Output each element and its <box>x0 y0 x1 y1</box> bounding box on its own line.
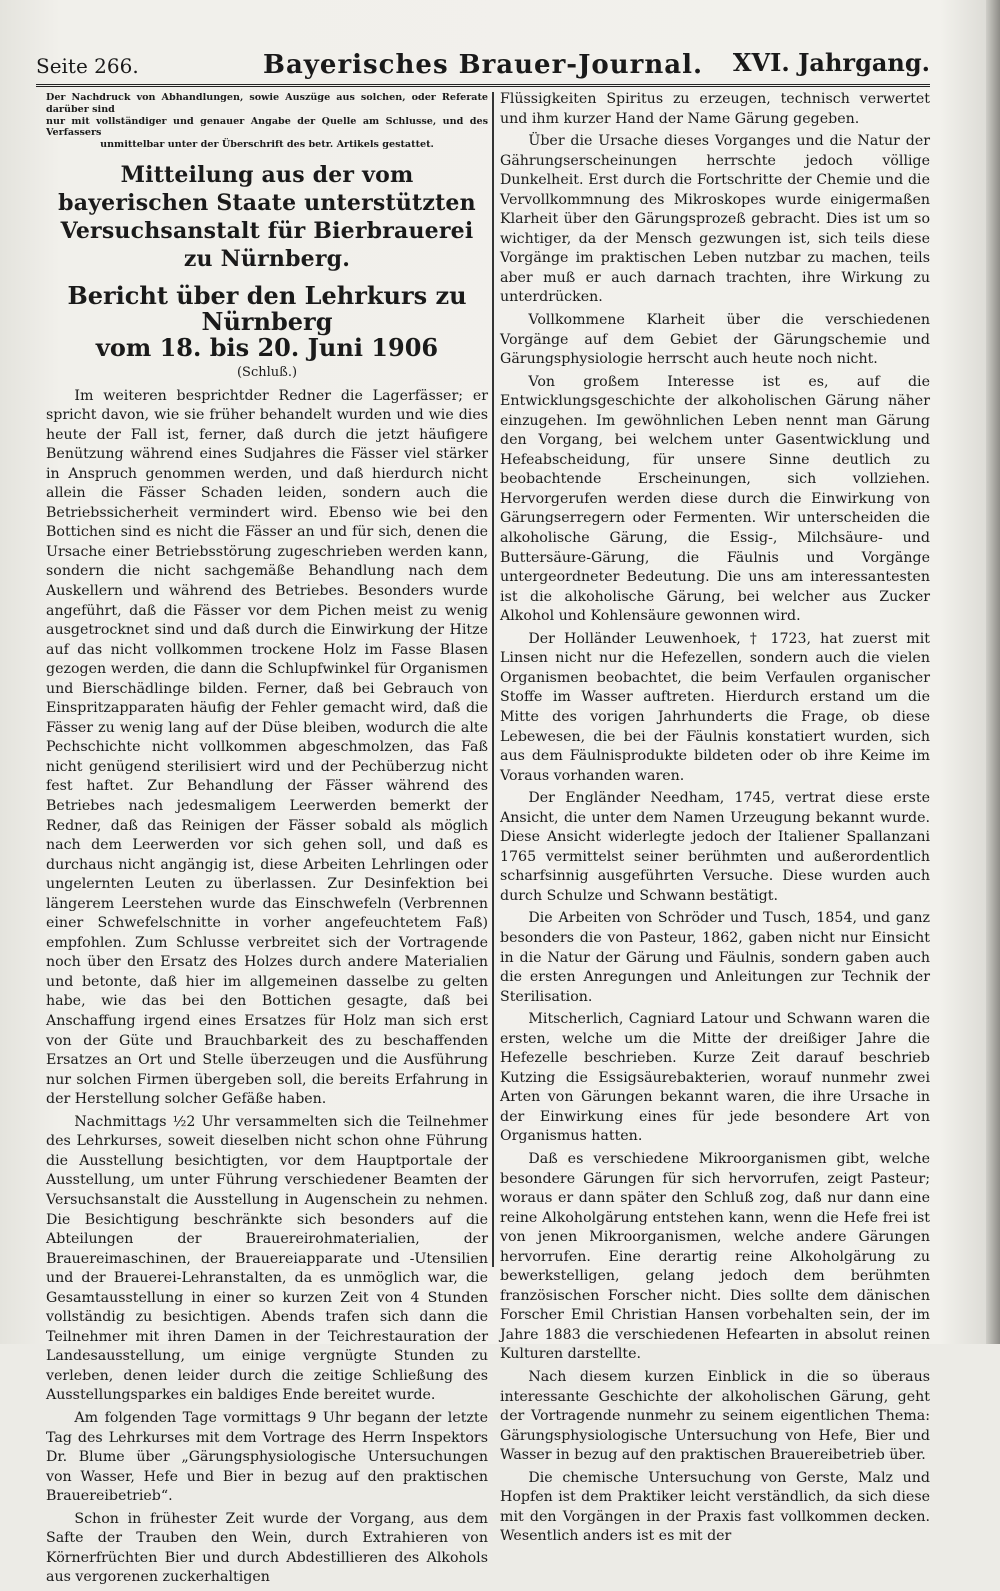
notice-line: nur mit vollständiger und genauer Angabe der Quelle am Schlusse, und des Verfassers <box>46 115 488 139</box>
report-subtitle: (Schluß.) <box>236 364 298 380</box>
paragraph: Nachmittags ½2 Uhr versammelten sich die Teilnehmer des Lehrkurses, soweit dieselben nicht schon ohne Führung die Ausstellung besichtigten, vor dem Hauptportale der Ausstellung, um unter Führung verschiedener Beamten der Versuchsanstalt die Ausstellung in Augenschein zu nehmen. Die Besichtigung beschränkte sich besonders auf die Abteilungen der Brauereirohmaterialien, der Brauereimaschinen, der Brauereiapparate und -Utensilien und der Brauerei-Lehranstalten, da es unmöglich war, die Gesamtausstellung in einer so kurzen Zeit von 4 Stunden vollständig zu besichtigen. Abends trafen sich dann die Teilnehmer mit ihren Damen in der Teichrestauration der Landesausstellung, um einige vergnügte Stunden zu verleben, denen leider durch die zeitige Schließung des Ausstellungsparkes ein baldiges Ende bereitet wurde. <box>46 1113 488 1404</box>
page-number: Seite 266. <box>36 54 139 78</box>
journal-title: Bayerisches Brauer-Journal. <box>262 50 704 80</box>
paragraph: Über die Ursache dieses Vorganges und die Natur der Gährungserscheinungen herrschte jedoch völlige Dunkelheit. Erst durch die Fortschritte der Chemie und die Vervollkommnung des Mikroskopes wurde einigermaßen Klarheit über den Gärungsprozeß gebracht. Dies ist um so wichtiger, da der Mensch gezwungen ist, sich teils diese Vorgänge im praktischen Leben nutzbar zu machen, teils aber muß er auch darnach trachten, ihre Wirkung zu unterdrücken. <box>500 133 930 306</box>
notice-line: unmittelbar unter der Überschrift des betr. Artikels gestattet. <box>100 139 434 151</box>
paragraph: Nach diesem kurzen Einblick in die so überaus interessante Geschichte der alkoholischen Gärung, geht der Vortragende nunmehr zu seinem eigentlichen Thema: Gärungsphysiologische Untersuchung von Hefe, Bier und Wasser in bezug auf den praktischen Brauereibetrieb über. <box>500 1369 930 1464</box>
section-title-line: Versuchsanstalt für Bierbrauerei zu Nürnberg. <box>60 217 474 272</box>
report-title-line: Bericht über den Lehrkurs zu Nürnberg <box>67 280 467 336</box>
section-title <box>46 161 488 273</box>
paragraph: Die Arbeiten von Schröder und Tusch, 1854, und ganz besonders die von Pasteur, 1862, gaben nicht nur Einsicht in die Natur der Gärung und Fäulnis, sondern gaben auch die ersten Anregungen und Anleitungen zur Technik der Sterilisation. <box>500 910 930 1005</box>
report-title <box>46 280 488 362</box>
section-title-line: Mitteilung aus der vom bayerischen Staate unterstützten <box>58 161 476 216</box>
paragraph: Der Holländer Leuwenhoek, † 1723, hat zuerst mit Linsen nicht nur die Hefezellen, sondern auch die vielen Organismen beobachtet, die beim Verfaulen organischer Stoffe im Wasser auftreten. Hierdurch erstand um die Mitte des vorigen Jahrhunderts die Frage, ob diese Lebewesen, die bei der Fäulnis konstatiert wurden, sich aus dem Fäulnisprodukte bildeten oder ob ihre Keime im Voraus vorhanden waren. <box>500 630 930 784</box>
paragraph: Im weiteren besprichtder Redner die Lagerfässer; er spricht davon, wie sie früher behandelt wurden und wie dies heute der Fall ist, ferner, daß durch die jetzt häufigere Benützung während eines Sudjahres die Fässer viel stärker in Anspruch genommen werden, und daß hierdurch nicht allein die Fässer Schaden leiden, sondern auch die Betriebssicherheit vermindert wird. Ebenso wie bei den Bottichen sind es nicht die Fässer an und für sich, denen die Ursache einer Betriebsstörung zugeschrieben werden kann, sondern die nicht sachgemäße Behandlung nach dem Auskellern und während des Betriebes. Besonders wurde angeführt, daß die Fässer vor dem Pichen meist zu wenig ausgetrocknet sind und daß durch die Einwirkung der Hitze auf das nicht vollkommen trockene Holz im Fasse Blasen gezogen werden, die dann die Schlupfwinkel für Organismen und Bierschädlinge bilden. Ferner, daß bei Gebrauch von Einspritzapparaten häufig der Fehler gemacht wird, daß die Fässer zu wenig lang auf der Düse bleiben, wodurch die alte Pechschichte nicht vollkommen abgeschmolzen, das Faß nicht genügend sterilisiert wird und der Pechüberzug nicht fest haftet. Zur Behandlung der Fässer während des Betriebes nach jedesmaligem Leerwerden bemerkt der Redner, daß das Reinigen der Fässer sobald als möglich nach dem Leerwerden vor sich gehen soll, und daß es durchaus nicht angängig ist, diese Arbeiten Lehrlingen oder ungelernten Leuten zu überlassen. Zur Desinfektion bei längerem Leerstehen wurde das Einschwefeln (Verbrennen einer Schwefelschnitte in vorher angefeuchtetem Faß) empfohlen. Zum Schlusse verbreitet sich der Vortragende noch über den Ersatz des Holzes durch andere Materialien und betonte, daß hier im allgemeinen dasselbe zu gelten habe, wie das bei den Bottichen gesagte, daß bei Anschaffung irgend eines Ersatzes für Holz man sich erst von der Güte und Brauchbarkeit des zu beschaffenden Ersatzes an Ort und Stelle überzeugen und die Ausführung nur solchen Firmen übergeben soll, die bereits Erfahrung in der Herstellung solcher Gefäße haben. <box>46 387 488 1108</box>
page-edge-shadow <box>986 0 1000 1344</box>
reprint-notice <box>46 92 488 151</box>
page-header <box>36 44 930 87</box>
paragraph: Daß es verschiedene Mikroorganismen gibt, welche besondere Gärungen für sich hervorrufen, zeigt Pasteur; woraus er dann später den Schluß zog, daß nur dann eine reine Alkoholgärung entstehen kann, wenn die Hefe frei ist von jenen Mikroorganismen, welche andere Gärungen hervorrufen. Eine derartig reine Alkoholgärung zu bewerkstelligen, gelang jedoch dem berühmten französischen Forscher nicht. Dies sollte dem dänischen Forscher Emil Christian Hansen vorbehalten sein, der im Jahre 1883 die verschiedenen Hefearten in absolut reinen Kulturen darstellte. <box>500 1150 930 1363</box>
paragraph: Am folgenden Tage vormittags 9 Uhr begann der letzte Tag des Lehrkurses mit dem Vortrage des Herrn Inspektors Dr. Blume über „Gärungsphysiologische Untersuchungen von Wasser, Hefe und Bier in bezug auf den praktischen Brauereibetrieb“. <box>46 1409 488 1505</box>
paragraph: Die chemische Untersuchung von Gerste, Malz und Hopfen ist dem Praktiker leicht verständlich, da sich diese mit den Vorgängen in der Praxis fast vollkommen decken. Wesentlich anders ist es mit der <box>500 1469 930 1545</box>
paragraph: Vollkommene Klarheit über die verschiedenen Vorgänge auf dem Gebiet der Gärungschemie und Gärungsphysiologie herrscht auch heute noch nicht. <box>500 312 930 368</box>
paragraph: Schon in frühester Zeit wurde der Vorgang, aus dem Safte der Trauben den Wein, durch Extrahieren von Körnerfrüchten Bier und durch Abdestillieren des Alkohols aus vergorenen zuckerhaltigen <box>46 1510 488 1586</box>
column-divider <box>492 92 494 1267</box>
left-column <box>46 90 488 1591</box>
paragraph: Mitscherlich, Cagniard Latour und Schwann waren die ersten, welche um die Mitte der dreißiger Jahre die Hefezelle beschrieben. Kurze Zeit darauf beschrieb Kutzing die Essigsäurebakterien, worauf nunmehr zwei Arten von Gärungen bekannt waren, die ihre Ursache in der Einwirkung eines für jede besondere Art von Organismus hatten. <box>500 1011 930 1145</box>
notice-line: Der Nachdruck von Abhandlungen, sowie Auszüge aus solchen, oder Referate darüber sind <box>46 92 488 115</box>
paragraph: Flüssigkeiten Spiritus zu erzeugen, technisch verwertet und ihm kurzer Hand der Name Gärung gegeben. <box>500 91 930 127</box>
volume-label: XVI. Jahrgang. <box>732 48 930 77</box>
report-title-line: vom 18. bis 20. Juni 1906 <box>95 332 439 362</box>
paragraph: Der Engländer Needham, 1745, vertrat diese erste Ansicht, die unter dem Namen Urzeugung bekannt wurde. Diese Ansicht widerlegte jedoch der Italiener Spallanzani 1765 vermittelst seiner berühmten und außerordentlich scharfsinnig ausgeführten Versuche. Diese wurden auch durch Schulze und Schwann bestätigt. <box>500 790 930 904</box>
right-column <box>500 90 930 1550</box>
paragraph: Von großem Interesse ist es, auf die Entwicklungsgeschichte der alkoholischen Gärung näher einzugehen. Im gewöhnlichen Leben nennt man Gärung den Vorgang, bei welchem unter Gasentwicklung und Hefeabscheidung, für unsere Sinne deutlich zu beobachtende Erscheinungen, sich vollziehen. Hervorgerufen werden diese durch die Einwirkung von Gärungserregern oder Fermenten. Wir unterscheiden die alkoholische Gärung, die Essig-, Milchsäure- und Buttersäure-Gärung, die Fäulnis und Vorgänge untergeordneter Bedeutung. Die uns am interessantesten ist die alkoholische Gärung, bei welcher aus Zucker Alkohol und Kohlensäure gewonnen wird. <box>500 373 930 625</box>
